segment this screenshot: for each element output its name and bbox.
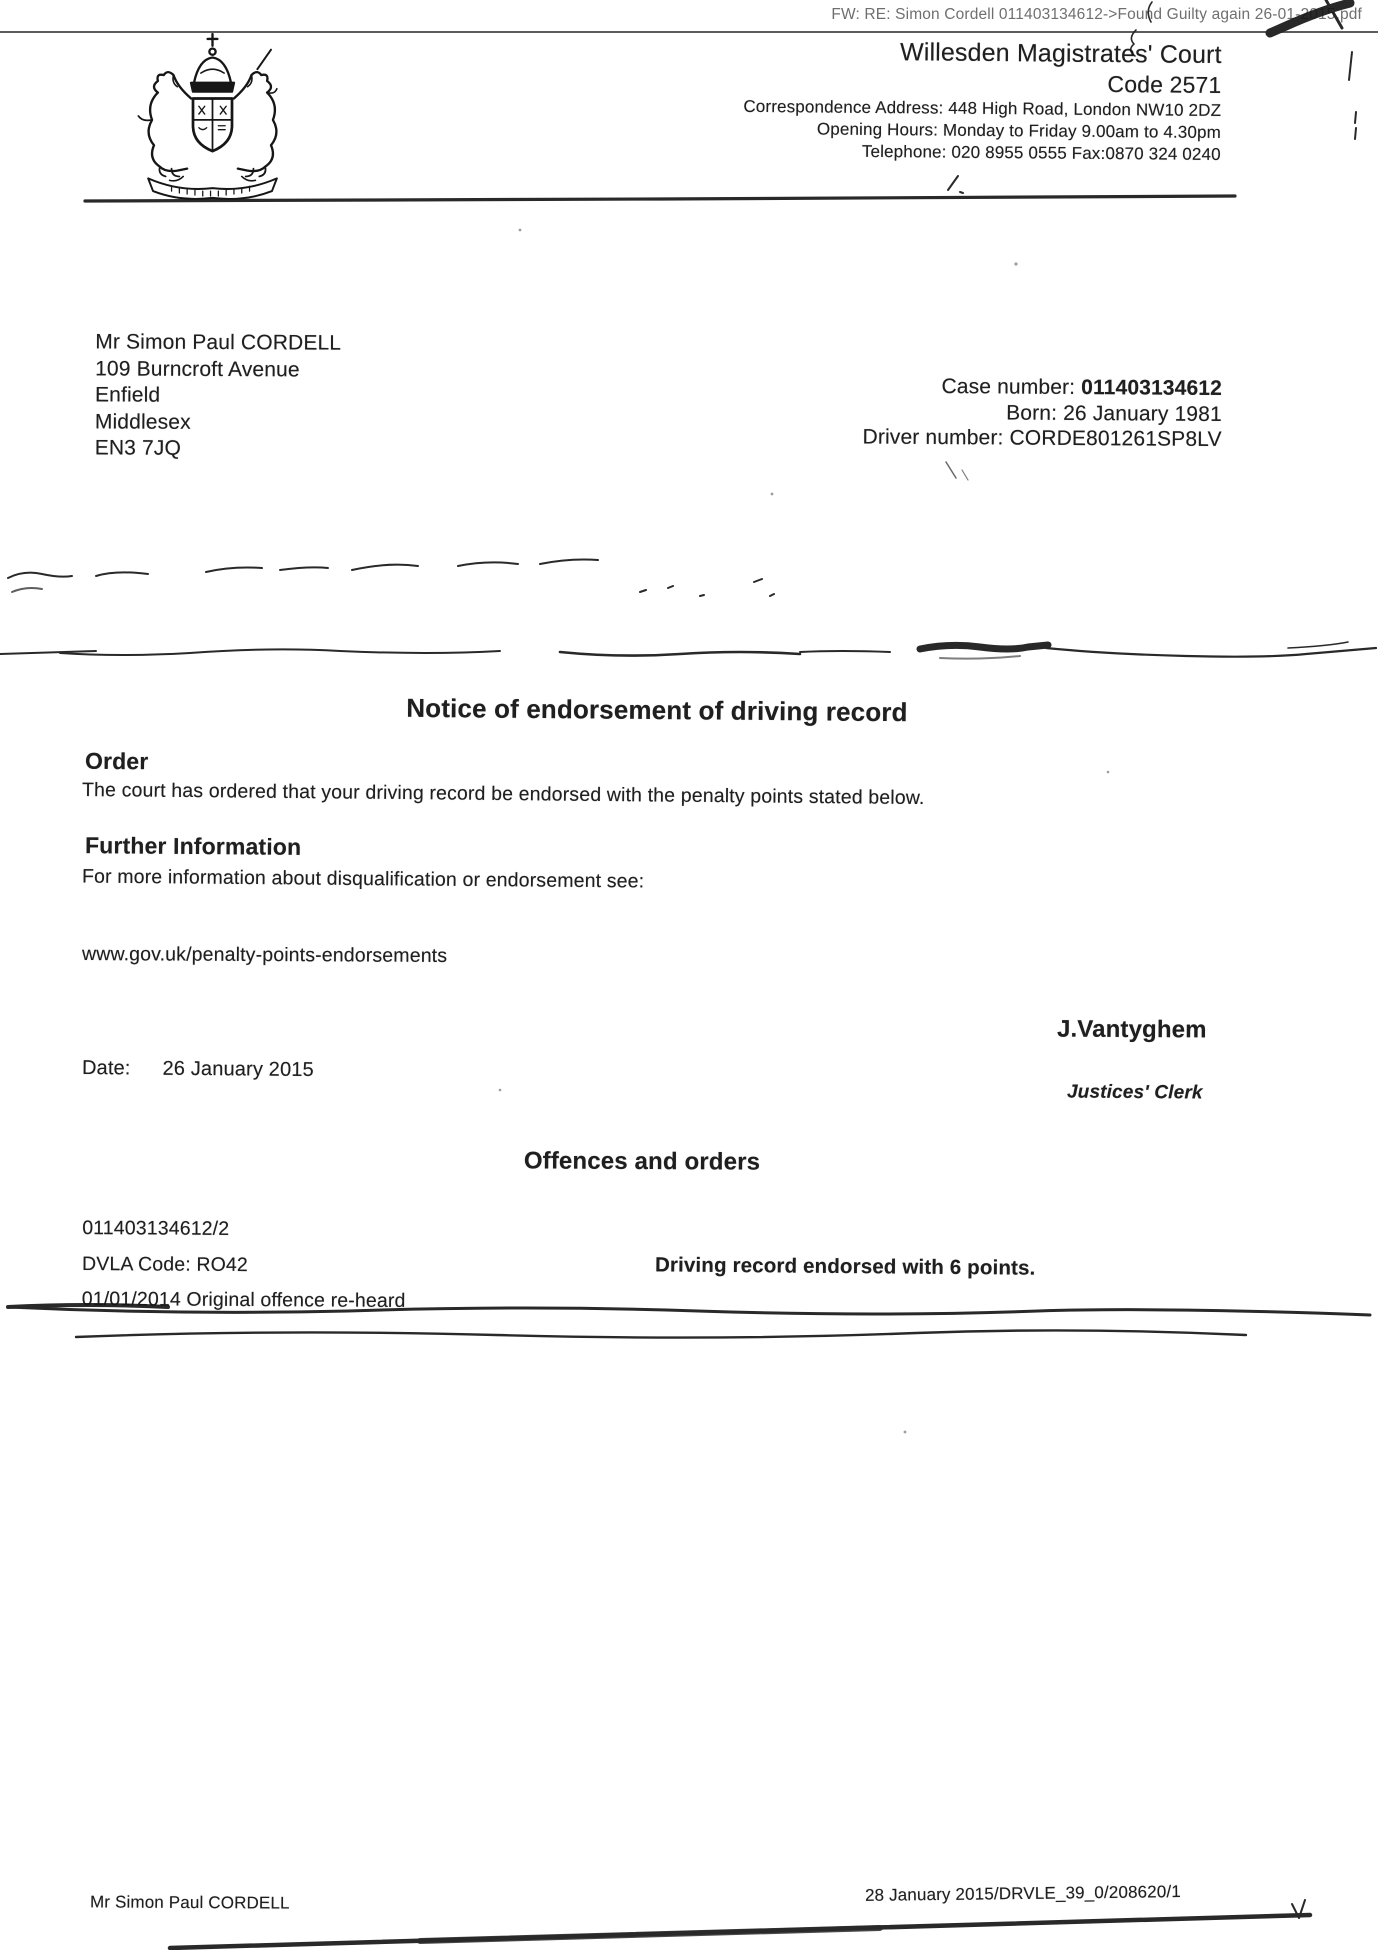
recipient-postcode: EN3 7JQ <box>94 436 182 460</box>
recipient-street: 109 Burncroft Avenue <box>95 356 300 381</box>
recipient-town: Enfield <box>94 383 161 407</box>
court-phone: Telephone: 020 8955 0555 Fax:0870 324 0240 <box>862 141 1222 164</box>
clerk-name: J.Vantyghem <box>1057 1015 1208 1044</box>
order-text: The court has ordered that your driving record be endorsed with the penalty points stated below. <box>81 778 925 810</box>
recipient-name: Mr Simon Paul CORDELL <box>95 330 342 355</box>
offence-result: Driving record endorsed with 6 points. <box>654 1253 1036 1280</box>
court-hours: Opening Hours: Monday to Friday 9.00am to 4.30pm <box>817 119 1222 142</box>
email-subject-title: FW: RE: Simon Cordell 011403134612->Found Guilty again 26-01-2015.pdf <box>831 6 1362 23</box>
order-heading: Order <box>84 747 149 775</box>
date-label: Date: <box>81 1056 131 1080</box>
royal-coat-of-arms-icon <box>115 30 310 202</box>
offence-reference: 011403134612/2 <box>82 1217 230 1240</box>
offences-heading: Offences and orders <box>523 1147 761 1176</box>
case-details <box>862 373 1222 452</box>
footer-document-reference: 28 January 2015/DRVLE_39_0/208620/1 <box>864 1882 1182 1905</box>
clerk-title: Justices' Clerk <box>1067 1081 1204 1104</box>
further-information-text: For more information about disqualification or endorsement see: <box>81 865 645 893</box>
court-address: Correspondence Address: 448 High Road, London NW10 2DZ <box>743 96 1222 120</box>
further-information-heading: Further Information <box>84 832 302 860</box>
offence-details <box>82 1211 406 1319</box>
court-header <box>743 36 1222 166</box>
notice-title: Notice of endorsement of driving record <box>406 692 908 728</box>
offence-line: 01/01/2014 Original offence re-heard <box>81 1288 406 1312</box>
dvla-code: DVLA Code: RO42 <box>81 1252 249 1276</box>
driver-number-row: Driver number: CORDE801261SP8LV <box>862 425 1222 451</box>
court-code: Code 2571 <box>1107 71 1222 98</box>
penalty-points-url: www.gov.uk/penalty-points-endorsements <box>81 943 448 967</box>
recipient-address <box>95 329 342 463</box>
born-row: Born: 26 January 1981 <box>1006 400 1222 426</box>
case-number-value: 011403134612 <box>1081 376 1222 400</box>
footer-recipient-name: Mr Simon Paul CORDELL <box>89 1892 290 1913</box>
date-row <box>82 1057 314 1082</box>
recipient-county: Middlesex <box>94 409 191 434</box>
court-name: Willesden Magistrates' Court <box>900 38 1222 69</box>
case-number-row <box>863 373 1222 401</box>
case-number-label: Case number: <box>941 375 1076 399</box>
date-value: 26 January 2015 <box>162 1057 314 1082</box>
